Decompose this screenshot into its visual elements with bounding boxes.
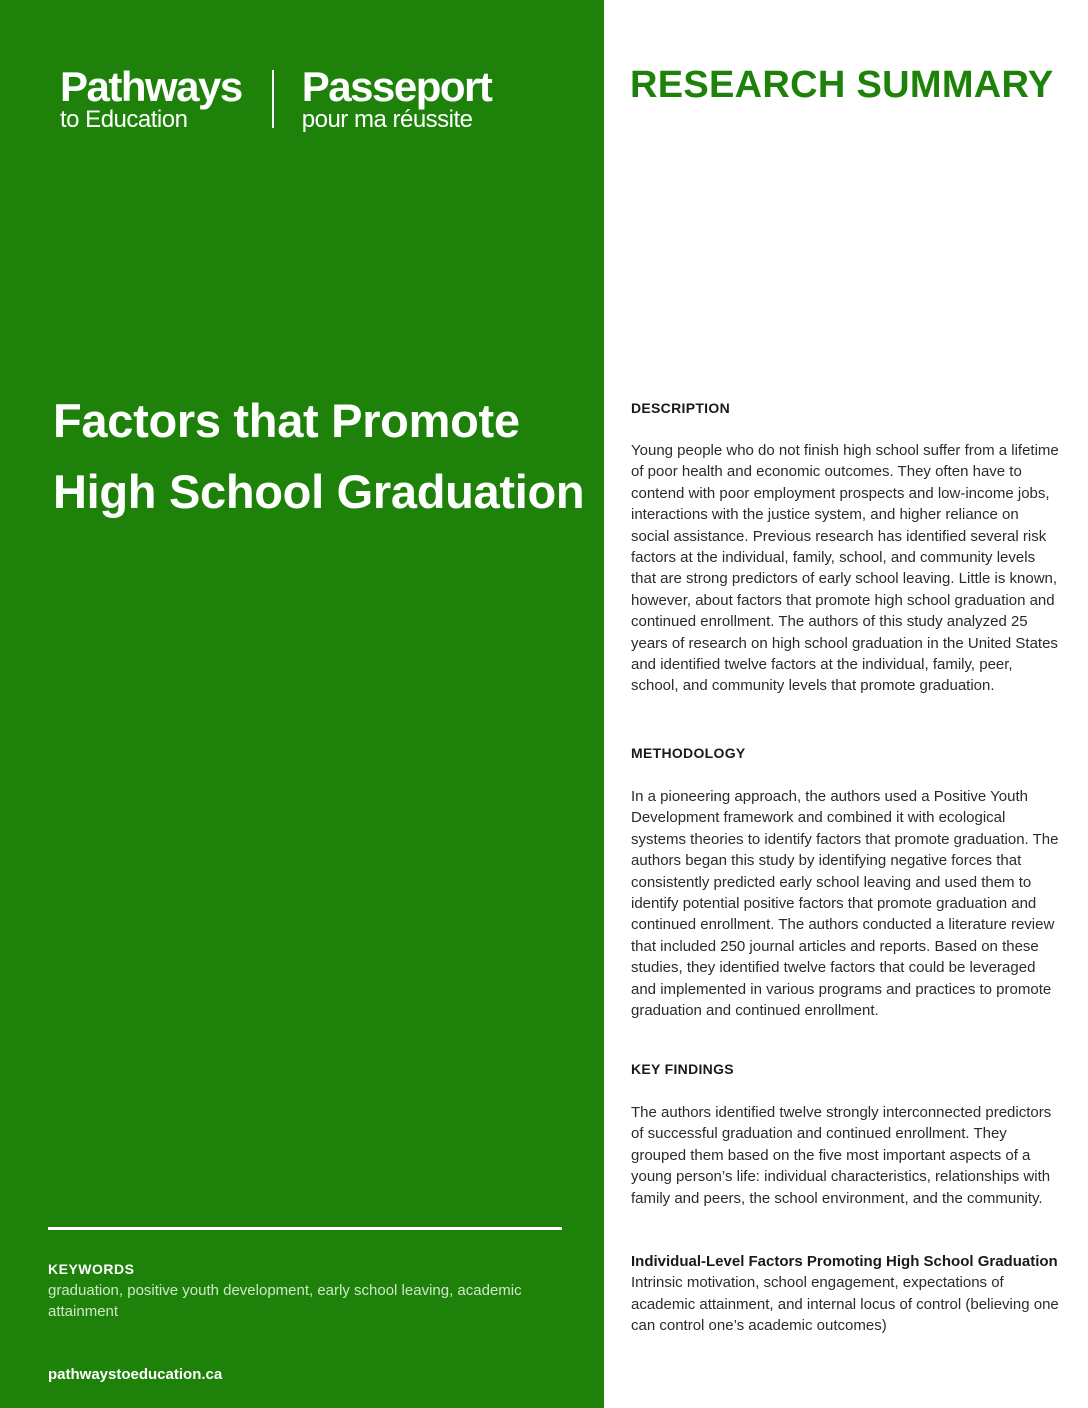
description-text: Young people who do not finish high school suffer from a lifetime of poor health and economic outcomes. They often have to contend with poor employment prospects and low-income jobs, interactions with the justice system, and higher reliance on social assistance. Previous research has identified several risk factors at the individual, family, school, and community levels that are strong predictors of early school leaving. Little is known, however, about factors that promote high school graduation and continued enrollment. The authors of this study analyzed 25 years of research on high school graduation in the United States and identified twelve factors at the individual, family, peer, school, and community levels that promote graduation.	[631, 442, 1059, 695]
website-link[interactable]: pathwaystoeducation.ca	[48, 1366, 223, 1383]
key-findings-body	[631, 1102, 1061, 1209]
key-findings-text: The authors identified twelve strongly interconnected predictors of successful graduation and continued enrollment. They grouped them based on the five most important aspects of a young person’s life: individual characteristics, relationships with family and peers, the school environment, and the community.	[631, 1104, 1052, 1207]
key-findings-section	[631, 1061, 1061, 1077]
methodology-text: In a pioneering approach, the authors used a Positive Youth Development framework and combined it with ecological systems theories to identify factors that promote graduation. The authors began this study by identifying negative forces that consistently predicted early school leaving and used them to identify potential positive factors that promote graduation and continued enrollment. The authors conducted a literature review that included 250 journal articles and reports. Based on these studies, they identified twelve factors that could be leveraged and implemented in various programs and practices to promote graduation and continued enrollment.	[631, 788, 1059, 1020]
logo-french	[301, 63, 492, 133]
logo-french-main: Passeport	[301, 63, 492, 110]
divider-line	[48, 1227, 562, 1230]
methodology-body	[631, 786, 1061, 1021]
organization-logo	[60, 63, 492, 133]
logo-french-sub: pour ma réussite	[301, 106, 473, 133]
description-body	[631, 440, 1061, 697]
logo-english	[60, 63, 242, 133]
keywords-text: graduation, positive youth development, early school leaving, academic attainment	[48, 1282, 522, 1320]
logo-english-main: Pathways	[60, 63, 242, 110]
document-label: RESEARCH SUMMARY	[630, 64, 1054, 106]
logo-english-sub: to Education	[60, 106, 188, 133]
description-heading: DESCRIPTION	[631, 400, 730, 416]
individual-factors-heading: Individual-Level Factors Promoting High School Graduation	[631, 1253, 1058, 1270]
individual-factors-section	[631, 1251, 1061, 1337]
document-title: Factors that Promote High School Graduation	[53, 394, 585, 518]
individual-factors-text: Intrinsic motivation, school engagement, expectations of academic attainment, and internal locus of control (believing one can control one’s academic outcomes)	[631, 1274, 1059, 1335]
methodology-section	[631, 745, 1061, 761]
methodology-heading: METHODOLOGY	[631, 745, 746, 761]
description-section	[631, 400, 1061, 416]
key-findings-heading: KEY FINDINGS	[631, 1061, 734, 1077]
logo-divider	[272, 70, 274, 128]
keywords-heading: KEYWORDS	[48, 1261, 135, 1277]
